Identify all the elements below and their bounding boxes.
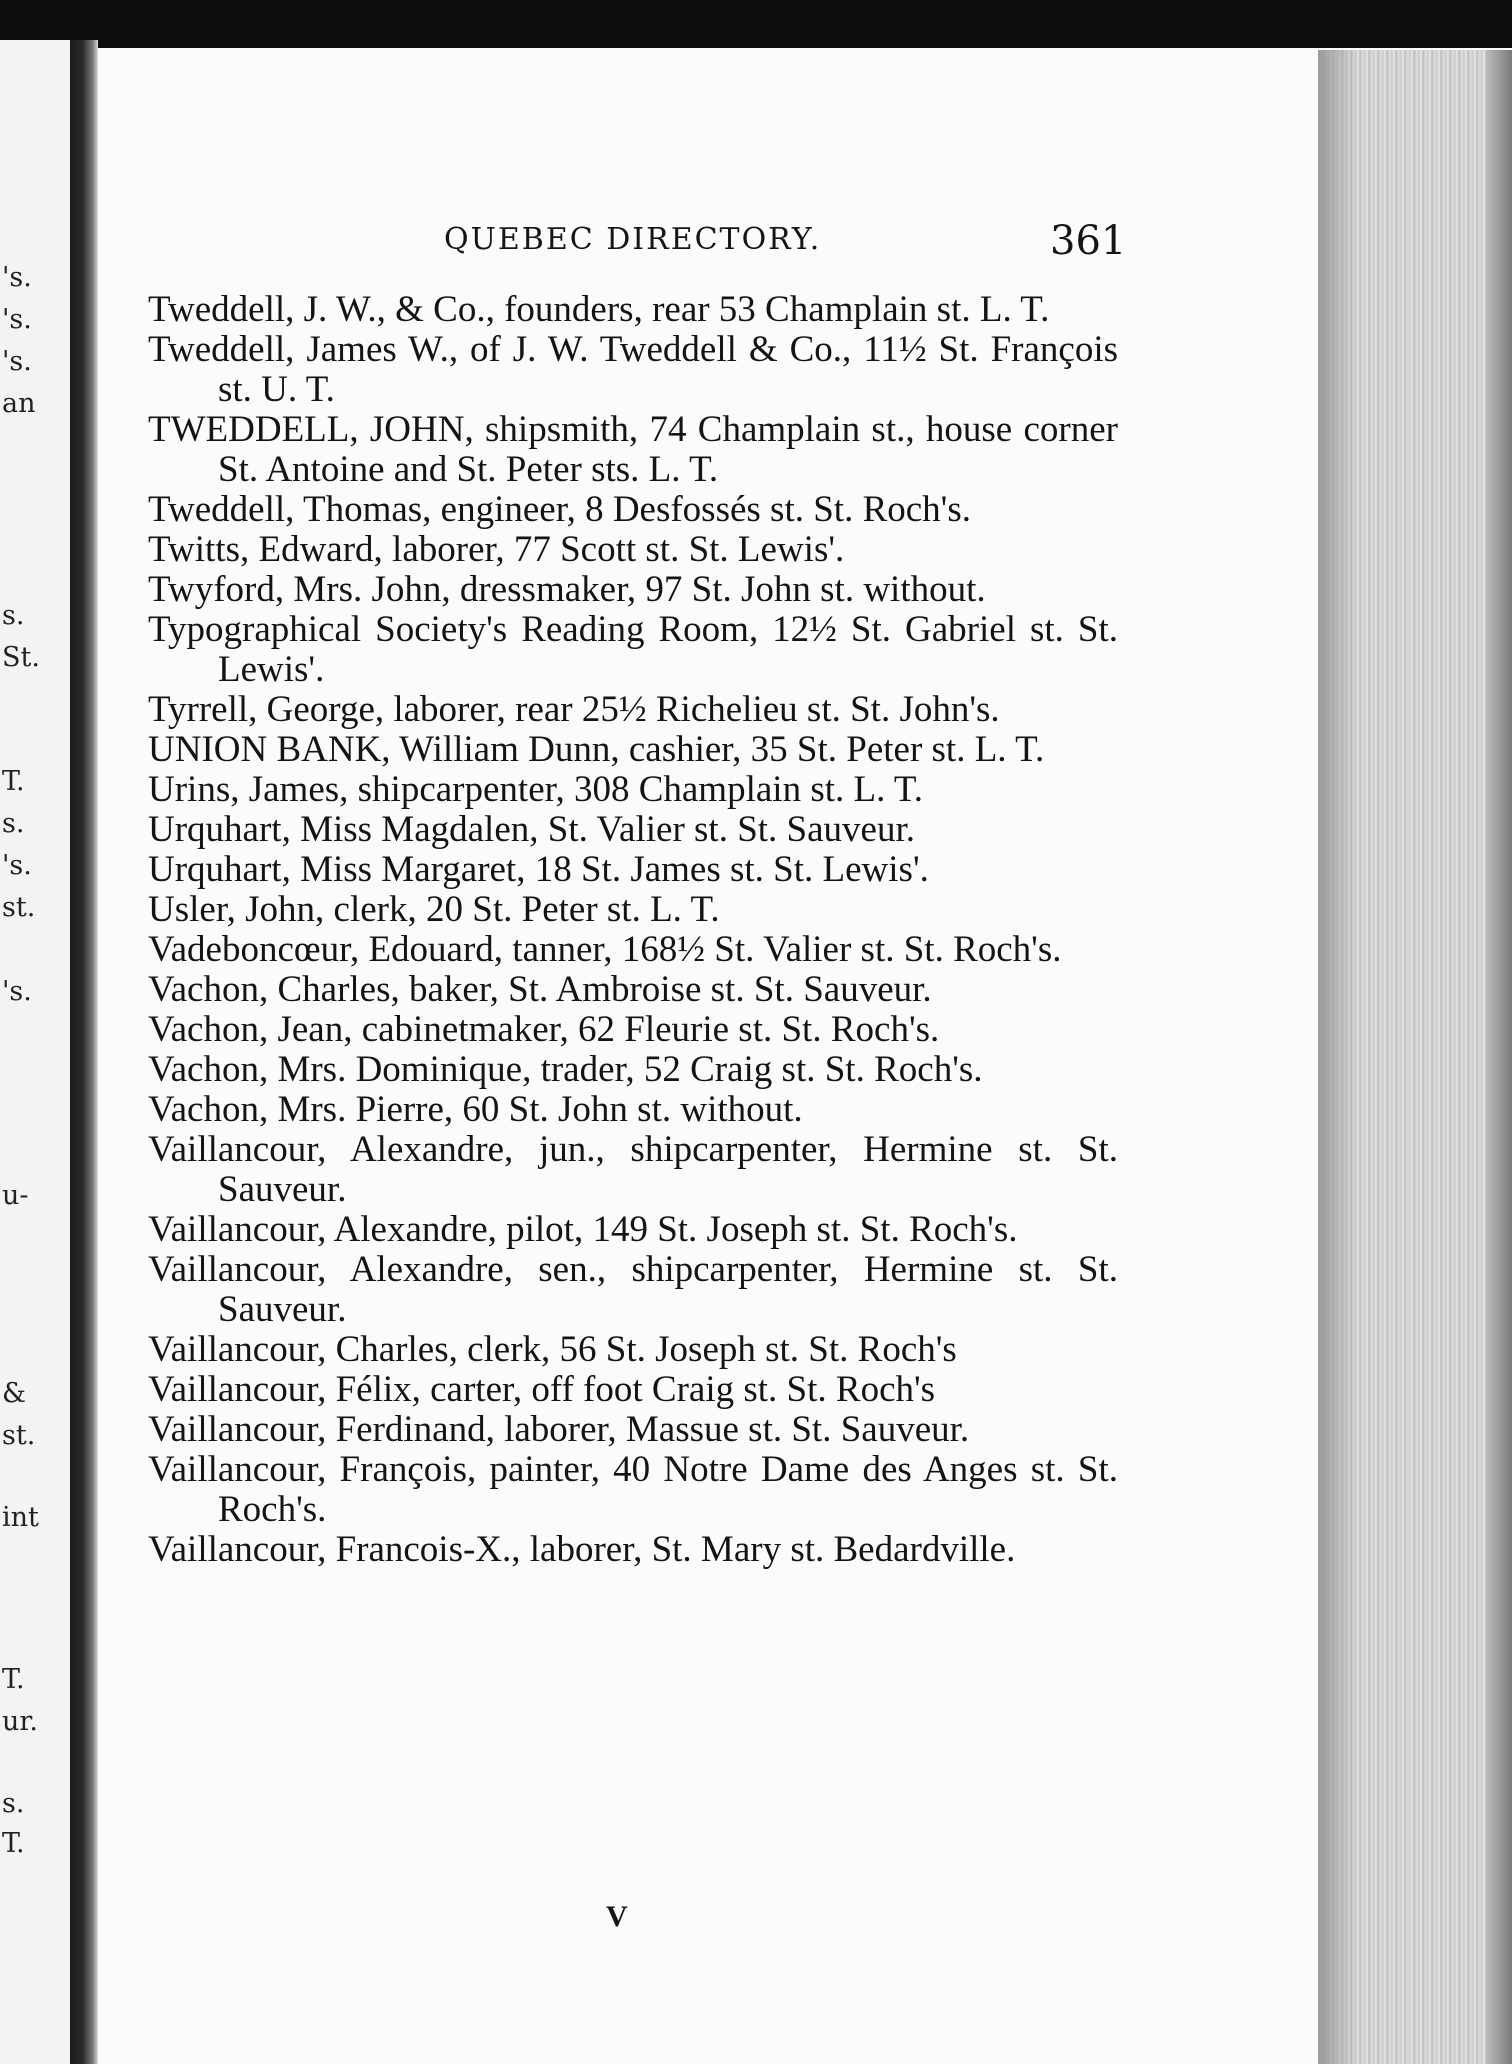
margin-fragment: 's. xyxy=(2,262,32,293)
directory-entry: Urins, James, shipcarpenter, 308 Champlain st. L. T. xyxy=(148,769,924,810)
directory-entry: Twitts, Edward, laborer, 77 Scott st. St. Lewis'. xyxy=(148,529,845,570)
margin-fragment: & xyxy=(2,1378,27,1409)
margin-fragment: s. xyxy=(2,808,25,839)
directory-entry: Vaillancour, Francois-X., laborer, St. Mary st. Bedardville. xyxy=(148,1529,1016,1570)
directory-entry: Vachon, Mrs. Pierre, 60 St. John st. without. xyxy=(148,1089,803,1130)
directory-entry: Vachon, Jean, cabinetmaker, 62 Fleurie st. St. Roch's. xyxy=(148,1009,940,1050)
directory-entry: Vaillancour, Alexandre, sen., shipcarpenter, Hermine st. St. Sauveur. xyxy=(148,1249,1118,1330)
directory-entry: Vaillancour, Charles, clerk, 56 St. Joseph st. St. Roch's xyxy=(148,1329,957,1370)
directory-entry: Vaillancour, Ferdinand, laborer, Massue st. St. Sauveur. xyxy=(148,1409,970,1450)
directory-entry: Urquhart, Miss Margaret, 18 St. James st. St. Lewis'. xyxy=(148,849,929,890)
margin-fragment: an xyxy=(2,388,36,419)
directory-entry: Twyford, Mrs. John, dressmaker, 97 St. John st. without. xyxy=(148,569,986,610)
running-header: QUEBEC DIRECTORY. xyxy=(444,222,822,257)
margin-fragment: st. xyxy=(2,1420,36,1451)
directory-entry: UNION BANK, William Dunn, cashier, 35 St. Peter st. L. T. xyxy=(148,729,1045,770)
margin-fragment: 's. xyxy=(2,304,32,335)
directory-entry: Typographical Society's Reading Room, 12½ St. Gabriel st. St. Lewis'. xyxy=(148,609,1118,690)
directory-entry: TWEDDELL, JOHN, shipsmith, 74 Champlain st., house corner St. Antoine and St. Peter sts. L. T. xyxy=(148,409,1118,490)
directory-entry: Tweddell, J. W., & Co., founders, rear 53 Champlain st. L. T. xyxy=(148,289,1050,330)
margin-fragment: u- xyxy=(2,1180,29,1211)
top-shadow-band xyxy=(0,0,1512,48)
directory-entry: Vaillancour, Alexandre, jun., shipcarpenter, Hermine st. St. Sauveur. xyxy=(148,1129,1118,1210)
book-cover-edge xyxy=(1486,50,1512,2064)
directory-entries xyxy=(148,290,1118,1570)
directory-entry: Tweddell, James W., of J. W. Tweddell & Co., 11½ St. François st. U. T. xyxy=(148,329,1118,410)
margin-fragment: ur. xyxy=(2,1706,38,1737)
book-gutter xyxy=(70,40,98,2064)
previous-page-edge xyxy=(0,40,76,2064)
margin-fragment: int xyxy=(2,1502,39,1533)
page-edges-shade xyxy=(1318,50,1358,2064)
margin-fragment: st. xyxy=(2,892,36,923)
directory-entry: Vachon, Mrs. Dominique, trader, 52 Craig st. St. Roch's. xyxy=(148,1049,983,1090)
signature-mark: V xyxy=(606,1900,628,1933)
directory-entry: Tyrrell, George, laborer, rear 25½ Richelieu st. St. John's. xyxy=(148,689,1000,730)
directory-entry: Usler, John, clerk, 20 St. Peter st. L. T. xyxy=(148,889,720,930)
page-number: 361 xyxy=(1050,218,1127,264)
directory-entry: Urquhart, Miss Magdalen, St. Valier st. St. Sauveur. xyxy=(148,809,916,850)
directory-entry: Vaillancour, Alexandre, pilot, 149 St. Joseph st. St. Roch's. xyxy=(148,1209,1018,1250)
margin-fragment: 's. xyxy=(2,346,32,377)
margin-fragment: s. xyxy=(2,1788,25,1819)
margin-fragment: T. xyxy=(2,1664,25,1695)
margin-fragment: s. xyxy=(2,600,25,631)
directory-entry: Tweddell, Thomas, engineer, 8 Desfossés st. St. Roch's. xyxy=(148,489,971,530)
margin-fragment: T. xyxy=(2,1828,25,1859)
margin-fragment: 's. xyxy=(2,976,32,1007)
margin-fragment: St. xyxy=(2,642,40,673)
directory-entry: Vaillancour, François, painter, 40 Notre Dame des Anges st. St. Roch's. xyxy=(148,1449,1118,1530)
directory-entry: Vachon, Charles, baker, St. Ambroise st. St. Sauveur. xyxy=(148,969,932,1010)
margin-fragment: T. xyxy=(2,766,25,797)
margin-fragment: 's. xyxy=(2,850,32,881)
directory-entry: Vadeboncœur, Edouard, tanner, 168½ St. Valier st. St. Roch's. xyxy=(148,929,1062,970)
directory-entry: Vaillancour, Félix, carter, off foot Craig st. St. Roch's xyxy=(148,1369,936,1410)
